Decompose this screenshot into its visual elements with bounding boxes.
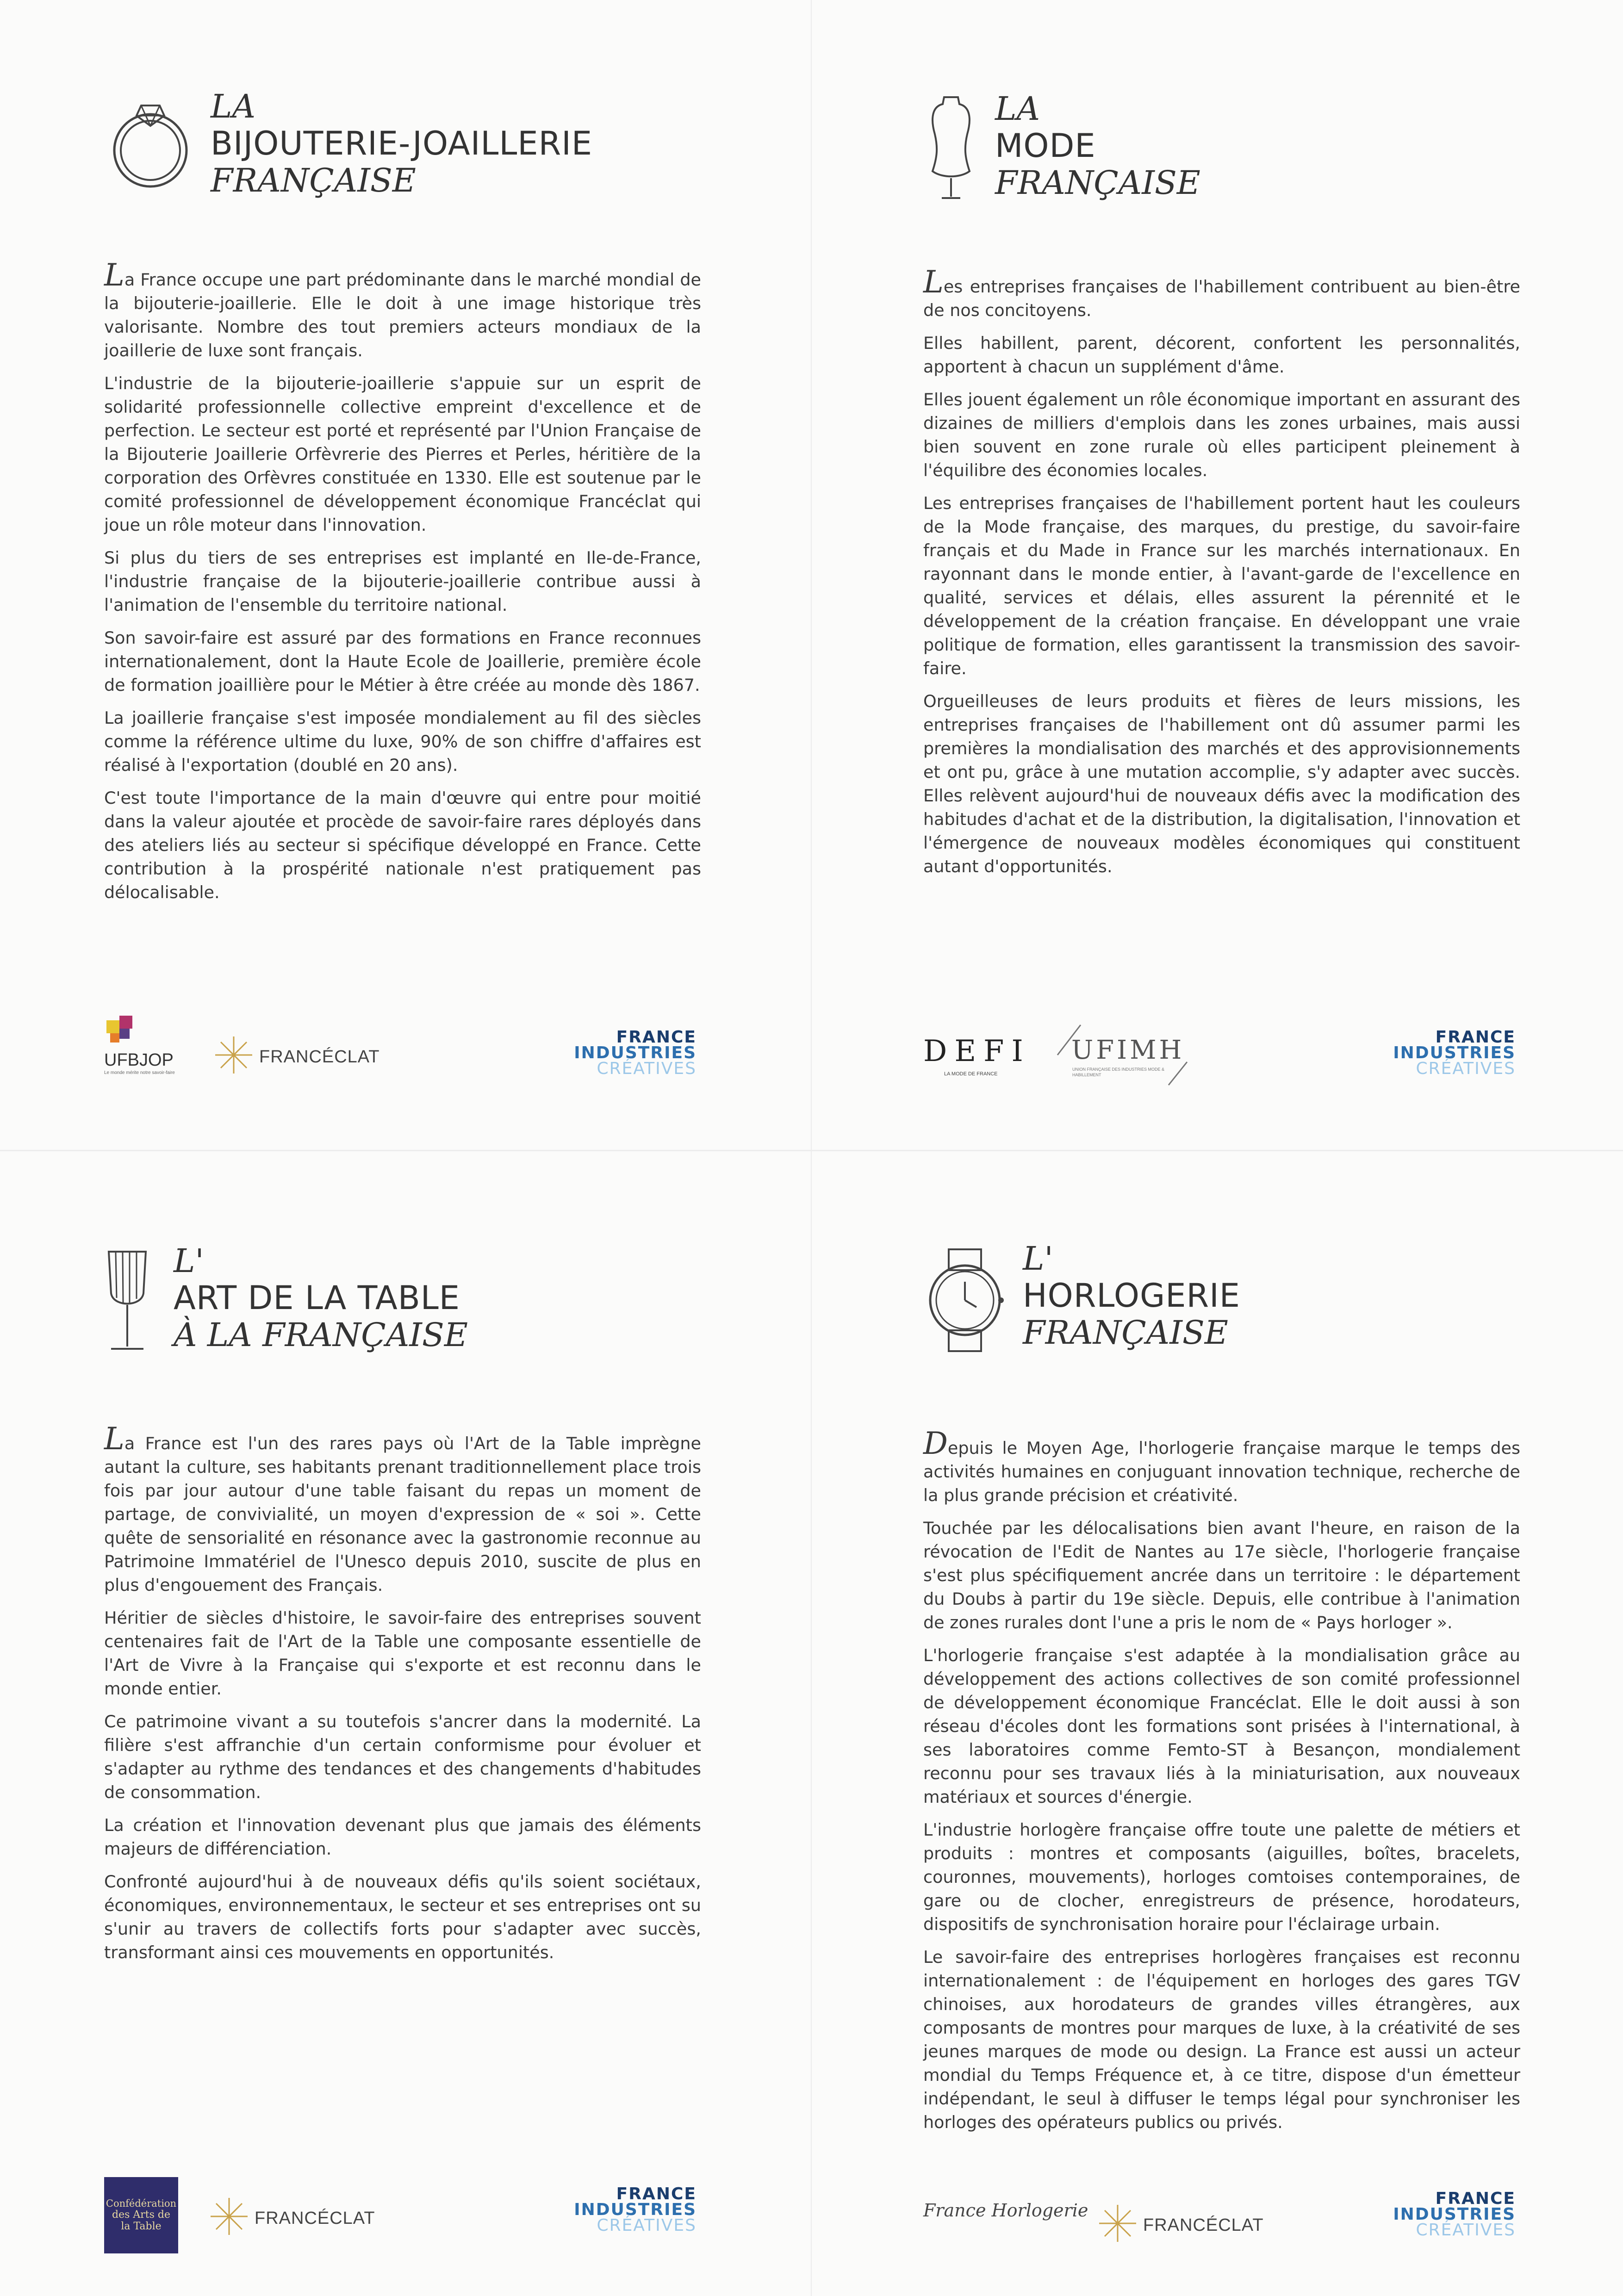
watch-icon — [923, 1245, 1007, 1356]
panel-body: Les entreprises françaises de l'habillement contribuent au bien-être de nos concitoyens. Elles habillent, parent, décorent, confortent les personnalités, apportent à chacun un supplément d'âme. Elles jouent également un rôle économique important en assurant des dizaines de milliers d'emplois dans les zones urbaines, mais aussi bien souvent en zone rurale où elles participent pleinement à l'équilibre des économies locales. Les entreprises françaises de l'habillement portent haut les couleurs de la Mode française, des marques, du prestige, du savoir-faire français et du Made in France sur les marchés internationaux. En rayonnant dans le monde entier, à l'avant-garde de l'excellence en qualité, services et délais, elles assurent la pérennité et le développement de la création française. En développant une vraie politique de formation, elles garantissent la transmission des savoir-faire. Orgueilleuses de leurs produits et fières de leurs missions, les entreprises françaises de l'habillement ont dû assumer parmi les premières la mondialisation des marchés et des approvisionnements et ont pu, grâce à une mutation accomplie, s'y adapter avec succès. Elles relèvent aujourd'hui de nouveaux défis avec la modification des habitudes d'achat et de la distribution, la digitalisation, l'innovation et l'émergence de nouveaux modèles économiques qui constituent autant d'opportunités. — [923, 264, 1520, 876]
ufbjop-emblem-icon — [106, 1016, 134, 1048]
france-industries-creatives-logo: FRANCE INDUSTRIES CRÉATIVES — [574, 2184, 696, 2235]
dropcap: L — [104, 1421, 124, 1457]
star-burst-icon — [208, 2196, 250, 2237]
dress-form-icon — [923, 93, 979, 204]
logo-row: DEFI LA MODE DE FRANCE UFIMH UNION FRANÇAISE DES INDUSTRIES MODE & HABILLEMENT FRANCE INDUSTRIES CRÉATIVES — [923, 1025, 1557, 1085]
ring-icon — [104, 83, 197, 194]
panel-title: L' ART DE LA TABLE À LA FRANÇAISE — [174, 1242, 468, 1354]
confederation-arts-table-logo: Confédération des Arts de la Table — [104, 2177, 178, 2253]
panel-body: La France est l'un des rares pays où l'Art de la Table imprègne autant la culture, ses habitants prenant traditionnellement place trois fois par jour autour d'une table faisant du repas un moment de partage, de convivialité, un moyen d'expression de « soi ». Cette quête de sensorialité en résonance avec la gastronomie reconnue au Patrimoine Immatériel de l'Unesco depuis 2010, suscite de plus en plus d'engouement des Français. Héritier de siècles d'histoire, le savoir-faire des entreprises souvent centenaires fait de l'Art de la Table une composante essentielle de l'Art de Vivre à la Française qui s'exporte et est reconnu dans le monde entier. Ce patrimoine vivant a su toutefois s'ancrer dans la modernité. La filière s'est affranchie d'un certain conformisme pour évoluer et s'adapter au rythme des tendances et des changements d'habitudes de consommation. La création et l'innovation devenant plus que jamais des éléments majeurs de différenciation. Confronté aujourd'hui à de nouveaux défis qu'ils soient sociétaux, économiques, environnementaux, le secteur et ses entreprises ont su s'unir au travers de collectifs forts pour s'adapter avec succès, transformant ainsi ces mouvements en opportunités. — [104, 1421, 701, 1962]
france-industries-creatives-logo: FRANCE INDUSTRIES CRÉATIVES — [1393, 2189, 1516, 2240]
star-burst-icon — [213, 1034, 255, 1076]
logo-row: Confédération des Arts de la Table FRANCÉCLAT FRANCE INDUSTRIES CRÉATIVES — [104, 2177, 738, 2260]
logo-row: UFBJOP Le monde mérite notre savoir-faire FRANCÉCLAT FRANCE INDUSTRIES CRÉATIVES — [104, 1016, 738, 1076]
wine-glass-icon — [104, 1247, 150, 1358]
panel-title: LA BIJOUTERIE-JOAILLERIE FRANÇAISE — [211, 87, 593, 199]
fold-line-horizontal — [0, 1150, 1623, 1151]
panel-body: Depuis le Moyen Age, l'horlogerie française marque le temps des activités humaines en conjuguant innovation technique, recherche de la plus grande précision et créativité. Touchée par les délocalisations bien avant l'heure, en raison de la révocation de l'Edit de Nantes au 17e siècle, l'horlogerie française s'est plus spécifiquement ancrée dans un territoire : le département du Doubs à partir du 19e siècle. Depuis, elle contribue à l'animation de zones rurales dont l'une a pris le nom de « Pays horloger ». L'horlogerie française s'est adaptée à la mondialisation grâce au développement des actions collectives de son comité professionnel de développement économique Francéclat. Elle le doit aussi à son réseau d'écoles dont les formations sont prisées à l'international, à ses laboratoires comme Femto-ST à Besançon, mondialement reconnu pour ses travaux liés à la miniaturisation, aux nouveaux matériaux et sources d'énergie. L'industrie horlogère française offre toute une palette de métiers et produits : montres et composants (aiguilles, boîtes, bracelets, couronnes, mouvements), horloges comtoises contemporaines, de gare ou de clocher, enregistreurs de présence, horodateurs, dispositifs de synchronisation horaire pour l'éclairage urbain. Le savoir-faire des entreprises horlogères françaises est reconnu internationalement : de l'équipement en horloges des gares TGV chinoises, aux horodateurs de grandes villes étrangères, aux composants de montres pour marques de luxe, à la créativité de ses jeunes marques de mode ou design. La France est aussi un acteur mondial du Temps Fréquence et, à ce titre, dispose d'un émetteur indépendant, le seul à diffuser le temps légal pour synchroniser les horloges des opérateurs publics ou privés. — [923, 1426, 1520, 2132]
logo-row: France Horlogerie FRANCÉCLAT FRANCE INDUSTRIES CRÉATIVES — [923, 2191, 1557, 2251]
france-industries-creatives-logo: FRANCE INDUSTRIES CRÉATIVES — [574, 1028, 696, 1078]
panel-body: La France occupe une part prédominante dans le marché mondial de la bijouterie-joaillerie. Elle le doit à une image historique très valorisante. Nombre des tout premiers acteurs mondiaux de la joaillerie de luxe sont français. L'industrie de la bijouterie-joaillerie s'appuie sur un esprit de solidarité professionnelle collective empreint d'excellence et de perfection. Le secteur est porté et représenté par l'Union Française de la Bijouterie Joaillerie Orfèvrerie des Pierres et Perles, héritière de la corporation des Orfèvres constituée en 1330. Elle est soutenue par le comité professionnel de développement économique Francéclat qui joue un rôle moteur dans l'innovation. Si plus du tiers de ses entreprises est implanté en Ile-de-France, l'industrie française de la bijouterie-joaillerie contribue aussi à l'animation de l'ensemble du territoire national. Son savoir-faire est assuré par des formations en France reconnues internationalement, dont la Haute Ecole de Joaillerie, première école de formation joaillière pour le Métier à être créée au monde dès 1867. La joaillerie française s'est imposée mondialement au fil des siècles comme la référence ultime du luxe, 90% de son chiffre d'affaires est réalisé à l'exportation (doublé en 20 ans). C'est toute l'importance de la main d'œuvre qui entre pour moitié dans la valeur ajoutée et procède de savoir-faire rares déployés dans des ateliers liés au secteur si spécifique développé en France. Cette contribution à la prospérité nationale n'est pratiquement pas délocalisable. — [104, 257, 701, 902]
dropcap: D — [923, 1426, 948, 1461]
dropcap: L — [923, 264, 944, 300]
star-burst-icon — [1097, 2203, 1138, 2244]
dropcap: L — [104, 257, 124, 293]
panel-title: L' HORLOGERIE FRANÇAISE — [1023, 1240, 1240, 1352]
fold-line-vertical — [811, 0, 812, 2296]
panel-title: LA MODE FRANÇAISE — [995, 90, 1200, 202]
france-industries-creatives-logo: FRANCE INDUSTRIES CRÉATIVES — [1393, 1028, 1516, 1078]
